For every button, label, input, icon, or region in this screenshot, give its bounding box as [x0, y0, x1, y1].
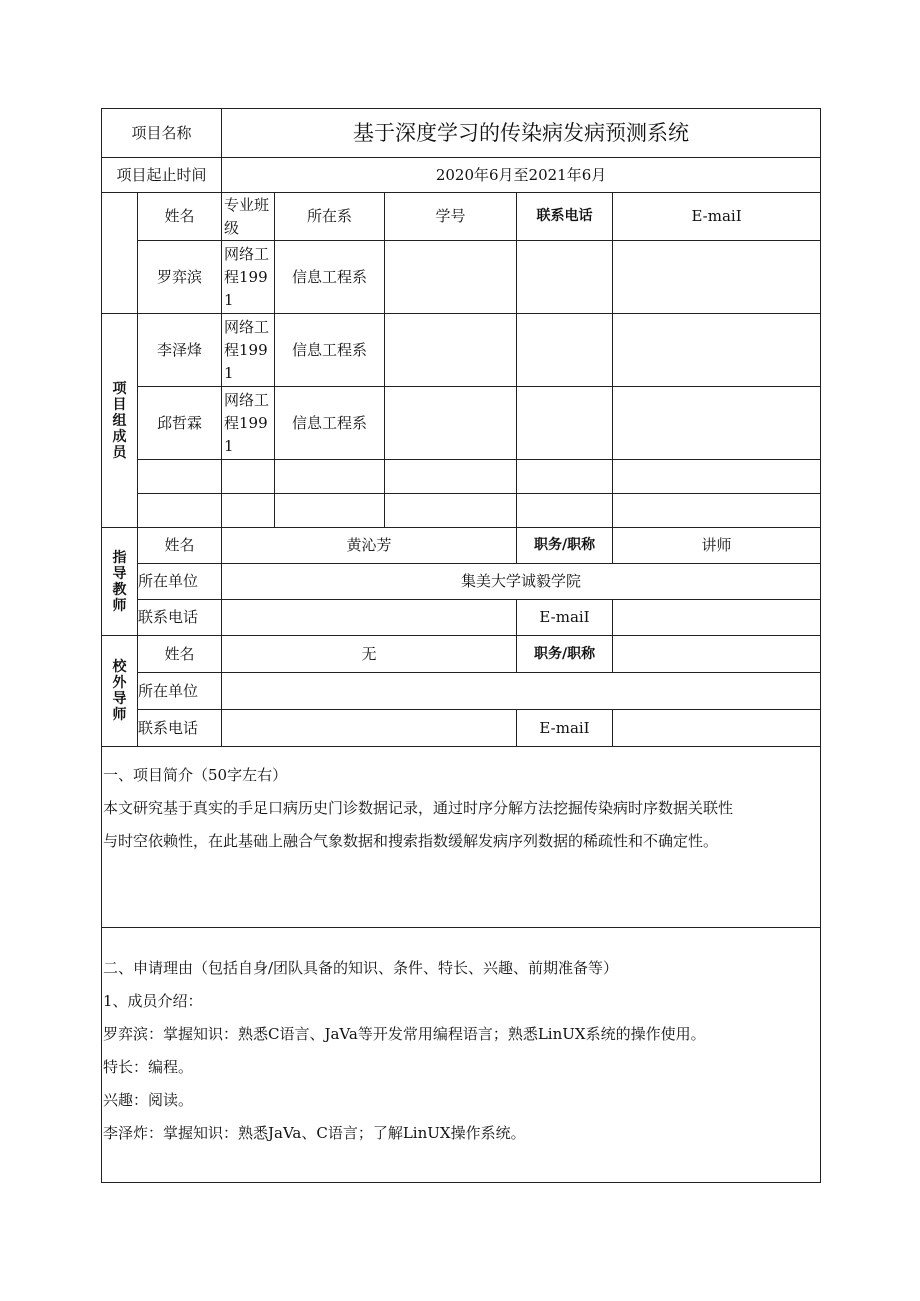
col-class: 专业班级	[222, 193, 275, 241]
advisor-name-label: 姓名	[138, 528, 222, 564]
advisor-title: 讲师	[613, 528, 821, 564]
advisor-unit-label: 所在单位	[138, 564, 222, 600]
empty-cell	[385, 460, 517, 494]
member-dept: 信息工程系	[275, 314, 385, 387]
empty-cell	[613, 460, 821, 494]
member-id	[385, 387, 517, 460]
member-name: 罗弈滨	[138, 241, 222, 314]
external-phone-label: 联系电话	[138, 710, 222, 747]
external-name-label: 姓名	[138, 636, 222, 673]
members-group-label: 项目组成员	[102, 314, 138, 528]
external-email	[613, 710, 821, 747]
reason-subheading: 1、成员介绍：	[103, 992, 203, 1010]
project-summary-section	[102, 747, 821, 928]
member-email	[613, 387, 821, 460]
members-blank-cell	[102, 193, 138, 314]
summary-line: 本文研究基于真实的手足口病历史门诊数据记录，通过时序分解方法挖掘传染病时序数据关联性	[103, 799, 734, 817]
external-name: 无	[222, 636, 517, 673]
external-unit	[222, 673, 821, 710]
external-group-label: 校外导师	[102, 636, 138, 747]
col-name: 姓名	[138, 193, 222, 241]
member-id	[385, 241, 517, 314]
member-phone	[517, 387, 613, 460]
empty-cell	[613, 494, 821, 528]
summary-line: 与时空依赖性，在此基础上融合气象数据和搜索指数缓解发病序列数据的稀疏性和不确定性。	[103, 832, 719, 850]
empty-cell	[138, 460, 222, 494]
advisor-email-label: E-maiI	[517, 600, 613, 636]
col-dept: 所在系	[275, 193, 385, 241]
empty-cell	[275, 494, 385, 528]
advisor-phone	[222, 600, 517, 636]
member-email	[613, 241, 821, 314]
member-name: 李泽烽	[138, 314, 222, 387]
reason-heading: 二、申请理由（包括自身/团队具备的知识、条件、特长、兴趣、前期准备等）	[103, 959, 619, 977]
empty-cell	[385, 494, 517, 528]
period-value: 2020年6月至2021年6月	[222, 158, 821, 193]
reason-paragraph: 罗弈滨：掌握知识：熟悉C语言、JaVa等开发常用编程语言；熟悉LinUX系统的操作使用。	[103, 1025, 706, 1043]
external-unit-label: 所在单位	[138, 673, 222, 710]
advisor-name: 黄沁芳	[222, 528, 517, 564]
member-phone	[517, 314, 613, 387]
member-class: 网络工程1991	[222, 387, 275, 460]
advisor-email	[613, 600, 821, 636]
external-title	[613, 636, 821, 673]
member-phone	[517, 241, 613, 314]
reason-paragraph: 兴趣：阅读。	[103, 1091, 194, 1109]
reason-paragraph: 李泽炸：掌握知识：熟悉JaVa、C语言；了解LinUX操作系统。	[103, 1124, 526, 1142]
external-phone	[222, 710, 517, 747]
member-dept: 信息工程系	[275, 387, 385, 460]
empty-cell	[138, 494, 222, 528]
application-form-table	[101, 108, 821, 1183]
summary-heading: 一、项目简介（50字左右）	[103, 766, 288, 784]
project-name-label: 项目名称	[102, 109, 222, 158]
member-dept: 信息工程系	[275, 241, 385, 314]
reason-paragraph: 特长：编程。	[103, 1058, 194, 1076]
col-phone: 联系电话	[517, 193, 613, 241]
advisor-title-label: 职务/职称	[517, 528, 613, 564]
project-name-value: 基于深度学习的传染病发病预测系统	[222, 109, 821, 158]
external-email-label: E-maiI	[517, 710, 613, 747]
advisor-unit: 集美大学诚毅学院	[222, 564, 821, 600]
member-class: 网络工程1991	[222, 314, 275, 387]
advisor-phone-label: 联系电话	[138, 600, 222, 636]
empty-cell	[275, 460, 385, 494]
col-student-id: 学号	[385, 193, 517, 241]
application-reason-section	[102, 928, 821, 1183]
member-email	[613, 314, 821, 387]
external-title-label: 职务/职称	[517, 636, 613, 673]
empty-cell	[222, 494, 275, 528]
period-label: 项目起止时间	[102, 158, 222, 193]
col-email: E-maiI	[613, 193, 821, 241]
member-class: 网络工程1991	[222, 241, 275, 314]
member-name: 邱哲霖	[138, 387, 222, 460]
advisor-group-label: 指导教师	[102, 528, 138, 636]
empty-cell	[222, 460, 275, 494]
empty-cell	[517, 494, 613, 528]
member-id	[385, 314, 517, 387]
empty-cell	[517, 460, 613, 494]
